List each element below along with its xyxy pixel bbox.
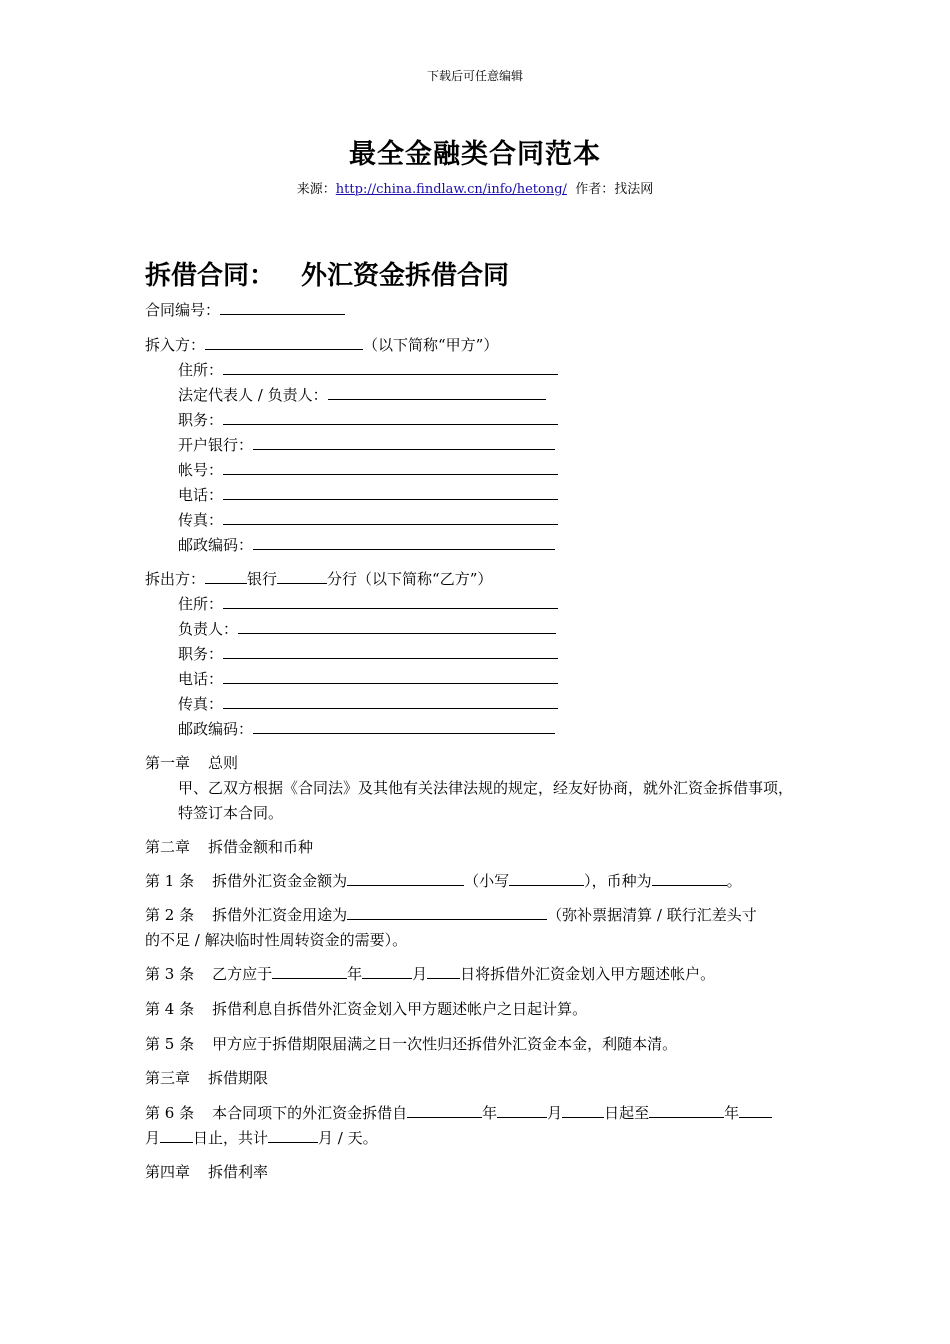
chapter-title: 拆借金额和币种 — [208, 838, 314, 856]
month-blank[interactable] — [362, 964, 412, 979]
author-text: 作者：找法网 — [575, 182, 654, 197]
source-link[interactable]: http://china.findlaw.cn/info/hetong/ — [335, 182, 567, 197]
field-blank[interactable] — [223, 694, 558, 709]
bank-blank[interactable] — [205, 569, 247, 584]
end-month-blank[interactable] — [739, 1103, 772, 1118]
party-a-field — [178, 360, 558, 380]
day-blank[interactable] — [427, 964, 460, 979]
field-label: 职务： — [178, 411, 224, 429]
field-label: 帐号： — [178, 461, 224, 479]
party-b-line — [145, 569, 492, 589]
article-text: （小写 — [464, 872, 510, 890]
article-3 — [145, 964, 715, 984]
field-label: 电话： — [178, 670, 224, 688]
field-blank[interactable] — [223, 460, 558, 475]
article-text: 甲方应于拆借期限届满之日一次性归还拆借外汇资金本金，利随本清。 — [212, 1035, 678, 1053]
field-blank[interactable] — [223, 644, 558, 659]
article-text: 拆借利息自拆借外汇资金划入甲方题述帐户之日起计算。 — [212, 1000, 588, 1018]
party-b-field — [178, 619, 556, 639]
party-b-branch: 分行（以下简称“乙方”） — [327, 570, 493, 588]
field-blank[interactable] — [223, 594, 558, 609]
field-label: 住所： — [178, 361, 224, 379]
party-b-field — [178, 644, 558, 664]
source-line — [0, 178, 950, 197]
end-year-blank[interactable] — [649, 1103, 724, 1118]
party-b-field — [178, 669, 558, 689]
article-5 — [145, 1034, 677, 1054]
article-text: 拆借外汇资金金额为 — [212, 872, 348, 890]
party-b-bank: 银行 — [247, 570, 278, 588]
party-a-field — [178, 485, 558, 505]
article-2-cont — [145, 930, 407, 950]
article-number: 第 3 条 — [145, 965, 195, 983]
article-number: 第 2 条 — [145, 906, 195, 924]
party-a-blank[interactable] — [205, 335, 363, 350]
start-day-blank[interactable] — [562, 1103, 604, 1118]
field-blank[interactable] — [223, 360, 558, 375]
field-blank[interactable] — [253, 435, 555, 450]
article-text: 日止，共计 — [193, 1129, 269, 1147]
field-label: 邮政编码： — [178, 720, 254, 738]
party-a-line — [145, 335, 498, 355]
article-2 — [145, 905, 757, 925]
field-blank[interactable] — [328, 385, 546, 400]
field-label: 电话： — [178, 486, 224, 504]
field-label: 传真： — [178, 511, 224, 529]
field-blank[interactable] — [253, 535, 555, 550]
contract-no-blank[interactable] — [220, 300, 345, 315]
article-text: 年 — [347, 965, 363, 983]
field-label: 邮政编码： — [178, 536, 254, 554]
contract-no-line — [145, 300, 345, 320]
party-a-field — [178, 410, 558, 430]
article-text: 月 — [547, 1104, 563, 1122]
party-a-field — [178, 385, 546, 405]
chapter-1-heading — [145, 753, 238, 773]
document-title: 最全金融类合同范本 — [349, 139, 601, 170]
chapter-title: 拆借利率 — [208, 1163, 269, 1181]
article-number: 第 6 条 — [145, 1104, 195, 1122]
contract-heading-type: 拆借合同： — [145, 261, 276, 291]
chapter-2-heading — [145, 837, 313, 857]
branch-blank[interactable] — [277, 569, 327, 584]
chapter-number: 第二章 — [145, 838, 191, 856]
chapter-3-heading — [145, 1068, 268, 1088]
chapter-number: 第四章 — [145, 1163, 191, 1181]
chapter-title: 总则 — [208, 754, 239, 772]
chapter-4-heading — [145, 1162, 268, 1182]
contract-heading — [145, 255, 509, 292]
field-label: 法定代表人 / 负责人： — [178, 386, 328, 404]
chapter-number: 第一章 — [145, 754, 191, 772]
article-4 — [145, 999, 587, 1019]
field-label: 传真： — [178, 695, 224, 713]
amount-lower-blank[interactable] — [509, 871, 584, 886]
article-text: 月 / 天。 — [318, 1129, 378, 1147]
contract-heading-name: 外汇资金拆借合同 — [301, 261, 510, 291]
article-number: 第 4 条 — [145, 1000, 195, 1018]
article-text: 的不足 / 解决临时性周转资金的需要）。 — [145, 931, 408, 949]
field-label: 住所： — [178, 595, 224, 613]
contract-no-label: 合同编号： — [145, 301, 221, 319]
article-text: 月 — [145, 1129, 161, 1147]
party-a-note: （以下简称“甲方”） — [363, 336, 499, 354]
start-year-blank[interactable] — [407, 1103, 482, 1118]
article-text: 年 — [482, 1104, 498, 1122]
field-label: 职务： — [178, 645, 224, 663]
party-a-field — [178, 510, 558, 530]
amount-blank[interactable] — [347, 871, 464, 886]
article-text: 本合同项下的外汇资金拆借自 — [212, 1104, 408, 1122]
total-blank[interactable] — [268, 1128, 318, 1143]
article-text: 月 — [412, 965, 428, 983]
chapter-number: 第三章 — [145, 1069, 191, 1087]
chapter-1-paragraph — [145, 776, 807, 826]
end-day-blank[interactable] — [160, 1128, 193, 1143]
field-blank[interactable] — [223, 410, 558, 425]
party-b-field — [178, 719, 555, 739]
field-blank[interactable] — [223, 669, 558, 684]
currency-blank[interactable] — [652, 871, 727, 886]
party-b-field — [178, 694, 558, 714]
field-label: 开户银行： — [178, 436, 254, 454]
party-b-field — [178, 594, 558, 614]
field-blank[interactable] — [223, 485, 558, 500]
article-6-cont — [145, 1128, 378, 1148]
article-text: 乙方应于 — [212, 965, 273, 983]
start-month-blank[interactable] — [497, 1103, 547, 1118]
purpose-blank[interactable] — [347, 905, 547, 920]
article-text: 日将拆借外汇资金划入甲方题述帐户。 — [460, 965, 716, 983]
header-note: 下载后可任意编辑 — [426, 69, 523, 83]
article-text: （弥补票据清算 / 联行汇差头寸 — [547, 906, 757, 924]
field-blank[interactable] — [253, 719, 555, 734]
party-a-label: 拆入方： — [145, 336, 206, 354]
article-number: 第 1 条 — [145, 872, 195, 890]
year-blank[interactable] — [272, 964, 347, 979]
article-text: 年 — [724, 1104, 740, 1122]
party-b-label: 拆出方： — [145, 570, 206, 588]
field-label: 负责人： — [178, 620, 239, 638]
chapter-title: 拆借期限 — [208, 1069, 269, 1087]
field-blank[interactable] — [223, 510, 558, 525]
article-text: ），币种为 — [584, 872, 652, 890]
article-1 — [145, 871, 742, 891]
party-a-field — [178, 460, 558, 480]
field-blank[interactable] — [238, 619, 556, 634]
party-a-field — [178, 535, 555, 555]
party-a-field — [178, 435, 555, 455]
article-text: 拆借外汇资金用途为 — [212, 906, 348, 924]
article-6 — [145, 1103, 772, 1123]
source-prefix: 来源： — [296, 182, 336, 197]
article-number: 第 5 条 — [145, 1035, 195, 1053]
article-text: 日起至 — [604, 1104, 650, 1122]
paragraph-text: 甲、乙双方根据《合同法》及其他有关法律法规的规定，经友好协商，就外汇资金拆借事项，特签订本合同。 — [178, 779, 794, 822]
article-text: 。 — [726, 872, 742, 890]
